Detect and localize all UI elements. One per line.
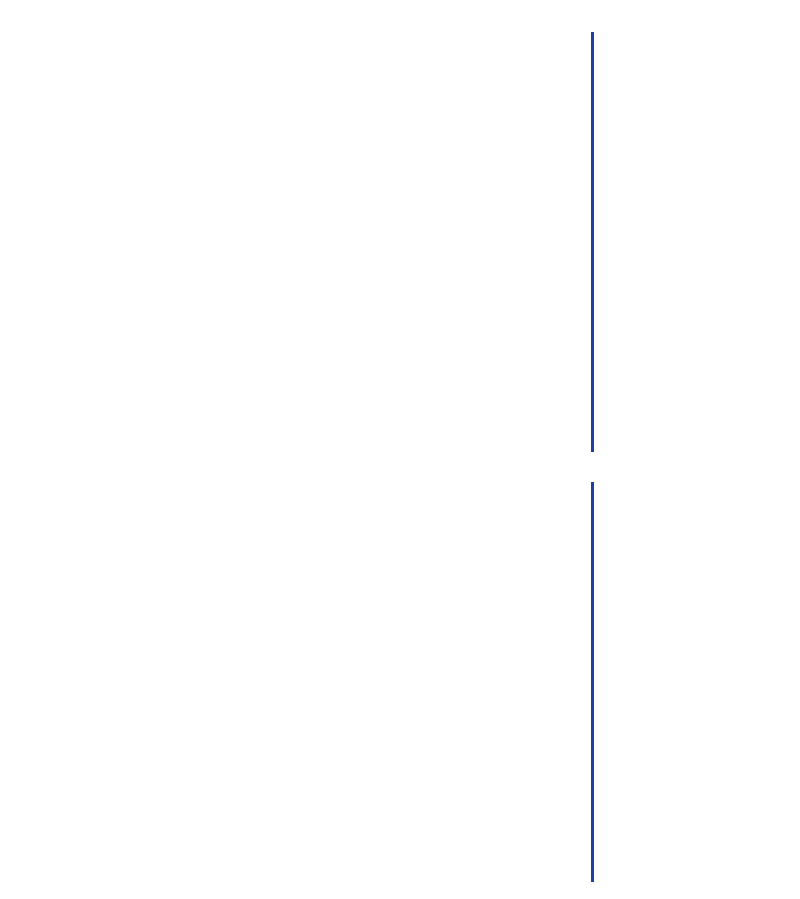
section-divider: [591, 482, 594, 882]
section-divider: [591, 32, 594, 452]
